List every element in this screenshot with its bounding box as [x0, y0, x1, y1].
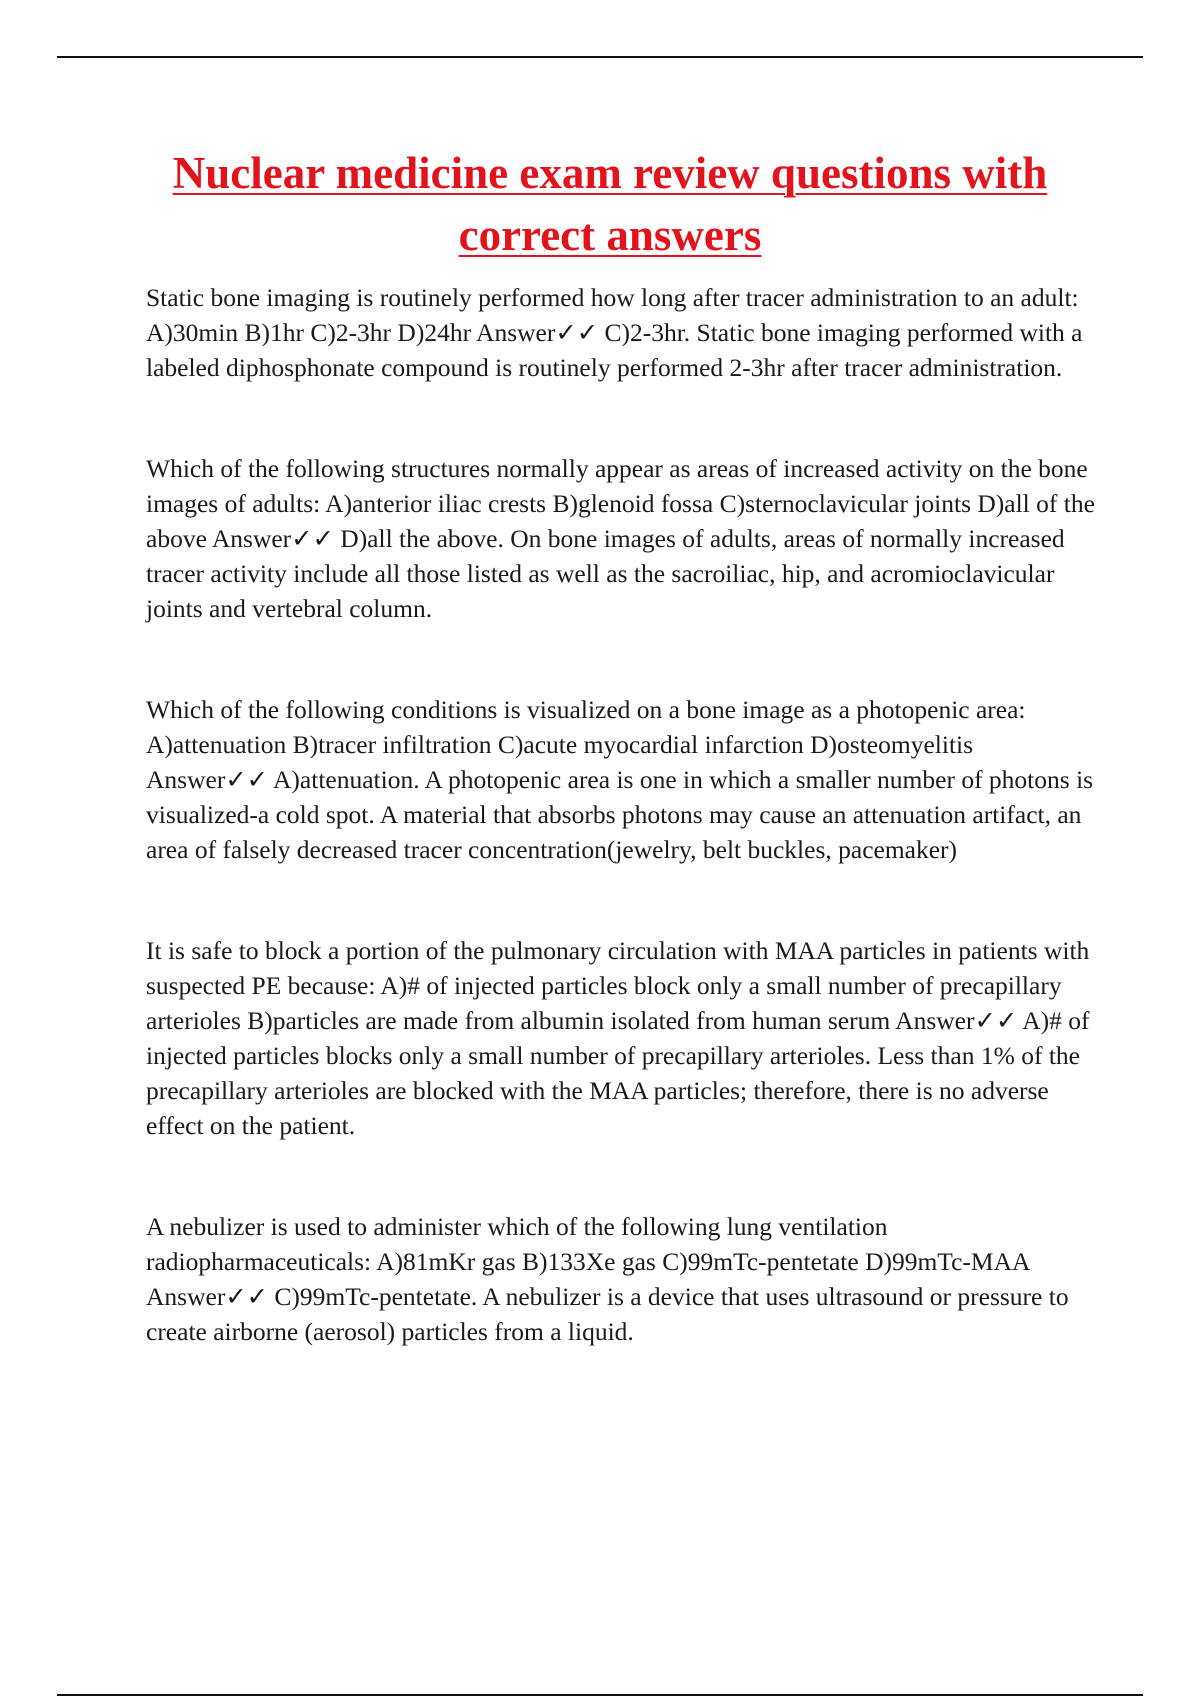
top-divider — [57, 56, 1143, 58]
title-line-1: Nuclear medicine exam review questions with — [172, 148, 1048, 198]
page-title — [130, 142, 1090, 266]
question-2: Which of the following structures normally appear as areas of increased activity on the bone images of adults: A)anterior iliac crests B)glenoid fossa C)sternoclavicular joints D)all of the above Answer✓✓ D)all the above. On bone images of adults, areas of normally increased tracer activity include all those listed as well as the sacroiliac, hip, and acromioclavicular joints and vertebral column. — [146, 454, 1095, 623]
question-1: Static bone imaging is routinely performed how long after tracer administration to an adult: A)30min B)1hr C)2-3hr D)24hr Answer✓✓ C)2-3hr. Static bone imaging performed with a labeled diphosphonate compound is routinely performed 2-3hr after tracer administration. — [146, 283, 1083, 382]
bottom-divider — [57, 1694, 1143, 1696]
title-line-2: correct answers — [458, 210, 762, 260]
question-list — [146, 280, 1096, 1349]
question-4: It is safe to block a portion of the pulmonary circulation with MAA particles in patients with suspected PE because: A)# of injected particles block only a small number of precapillary arterioles B)particles are made from albumin isolated from human serum Answer✓✓ A)# of injected particles blocks only a small number of precapillary arterioles. Less than 1% of the precapillary arterioles are blocked with the MAA particles; therefore, there is no adverse effect on the patient. — [146, 936, 1090, 1140]
question-5: A nebulizer is used to administer which of the following lung ventilation radiopharmaceuticals: A)81mKr gas B)133Xe gas C)99mTc-pentetate D)99mTc-MAA Answer✓✓ C)99mTc-pentetate. A nebulizer is a device that uses ultrasound or pressure to create airborne (aerosol) particles from a liquid. — [146, 1212, 1069, 1346]
question-3: Which of the following conditions is visualized on a bone image as a photopenic area: A)attenuation B)tracer infiltration C)acute myocardial infarction D)osteomyelitis Answer✓✓ A)attenuation. A photopenic area is one in which a smaller number of photons is visualized-a cold spot. A material that absorbs photons may cause an attenuation artifact, an area of falsely decreased tracer concentration(jewelry, belt buckles, pacemaker) — [146, 695, 1094, 864]
